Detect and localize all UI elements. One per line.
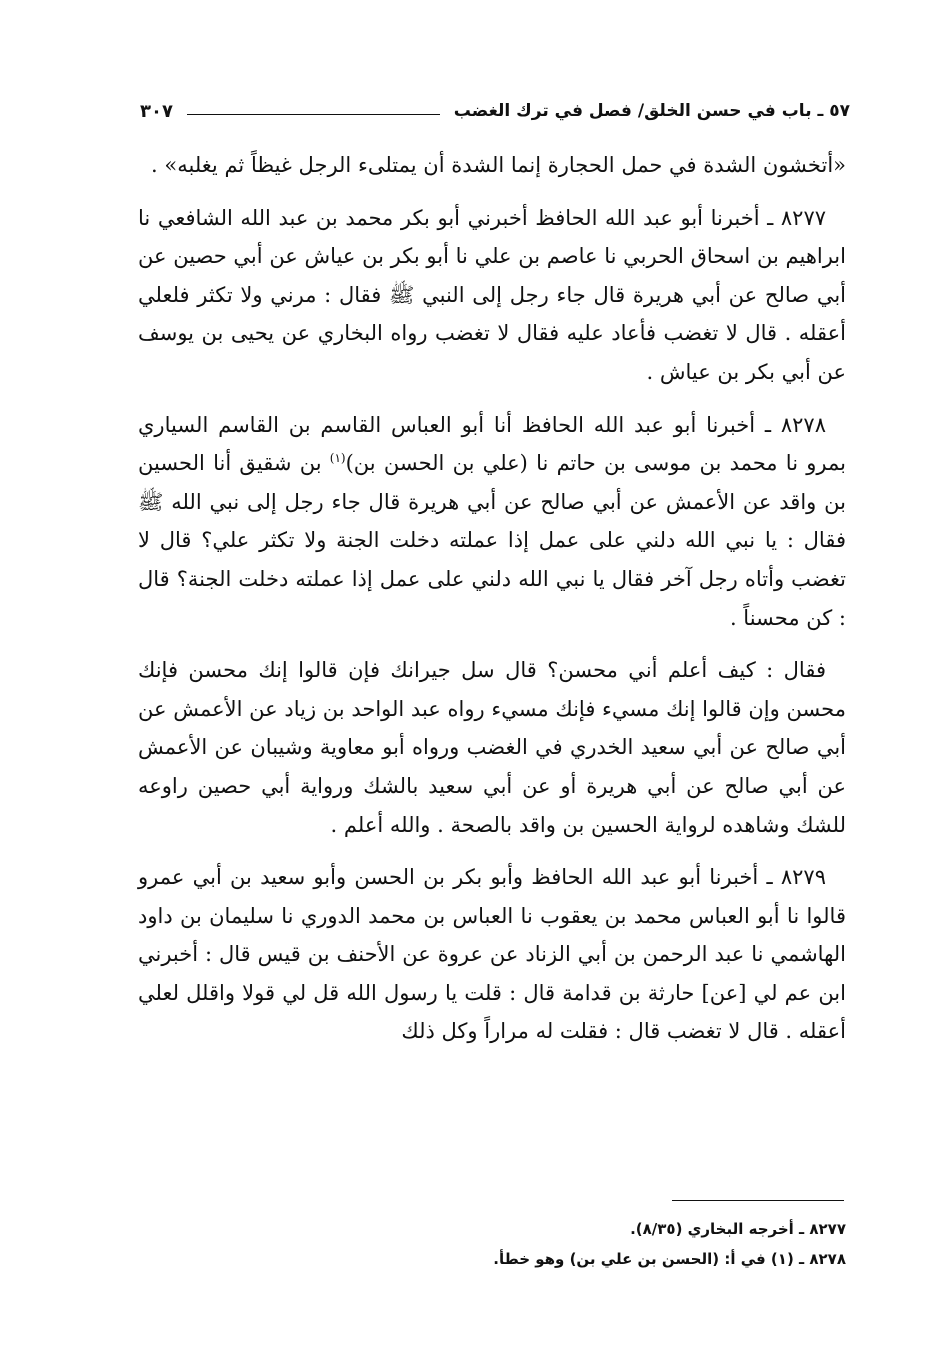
footnote-ref-1[interactable]: (١) [329,451,346,466]
paragraph-8277: ٨٢٧٧ ـ أخبرنا أبو عبد الله الحافظ أخبرني أبو بكر محمد بن عبد الله الشافعي نا ابراهيم بن اسحاق الحربي نا عاصم بن علي نا أبو بكر بن عياش عن أبي حصين عن أبي صالح عن أبي هريرة قال جاء رجل إلى النبي ﷺ فقال : مرني ولا تكثر فلعلي أعقله . قال لا تغضب فأعاد عليه فقال لا تغضب رواه البخاري عن يحيى بن يوسف عن أبي بكر بن عياش . [138,205,846,384]
main-text [138,146,846,1065]
paragraph-8279: ٨٢٧٩ ـ أخبرنا أبو عبد الله الحافظ وأبو بكر بن الحسن وأبو سعيد بن أبي عمرو قالوا نا أبو العباس محمد بن يعقوب نا العباس بن محمد الدوري نا سليمان بن داود الهاشمي نا عبد الرحمن بن أبي الزناد عن عروة عن الأحنف بن قيس قال : أخبرني ابن عم لي [عن] حارثة بن قدامة قال : قلت يا رسول الله قل لي قولا واقلل لعلي أعقله . قال لا تغضب قال : فقلت له مراراً وكل ذلك [138,865,846,1044]
running-header [140,96,850,126]
header-divider [187,114,440,115]
footnote-divider [672,1200,844,1201]
paragraph-8278-start: ٨٢٧٨ ـ أخبرنا أبو عبد الله الحافظ أنا أبو العباس القاسم بن القاسم السياري بمرو نا محمد بن موسى بن حاتم نا (علي بن الحسن بن) [138,412,846,476]
footnote-8277: ٨٢٧٧ ـ أخرجه البخاري (٨/٣٥). [630,1220,846,1238]
paragraph-8278 [138,406,846,638]
chapter-title: ٥٧ ـ باب في حسن الخلق/ فصل في ترك الغضب [453,101,850,121]
paragraph-8278-rest: بن شقيق أنا الحسين بن واقد عن الأعمش عن أبي صالح عن أبي هريرة قال جاء رجل إلى نبي الله ﷺ فقال : يا نبي الله دلني على عمل إذا عملته دخلت الجنة ولا تكثر علي؟ قال لا تغضب وأتاه رجل آخر فقال يا نبي الله دلني على عمل إذا عملته دخلت الجنة؟ قال : كن محسناً . [138,451,846,630]
footnote-8278: ٨٢٧٨ ـ (١) في أ: (الحسن بن علي بن) وهو خطأ. [493,1250,846,1268]
paragraph-hadith-continuation: «أتخشون الشدة في حمل الحجارة إنما الشدة أن يمتلىء الرجل غيظاً ثم يغلبه» . [151,153,846,177]
page-number: ٣٠٧ [140,100,173,122]
footnotes [300,1214,846,1274]
paragraph-commentary: فقال : كيف أعلم أني محسن؟ قال سل جيرانك فإن قالوا إنك محسن فإنك محسن وإن قالوا إنك مسيء فإنك مسيء رواه عبد الواحد بن زياد عن الأعمش عن أبي صالح عن أبي سعيد الخدري في الغضب ورواه أبو معاوية وشيبان عن الأعمش عن أبي صالح عن أبي هريرة أو عن أبي سعيد بالشك ورواية أبي حصين راوعه للشك وشاهده لرواية الحسين بن واقد بالصحة . والله أعلم . [138,658,846,837]
